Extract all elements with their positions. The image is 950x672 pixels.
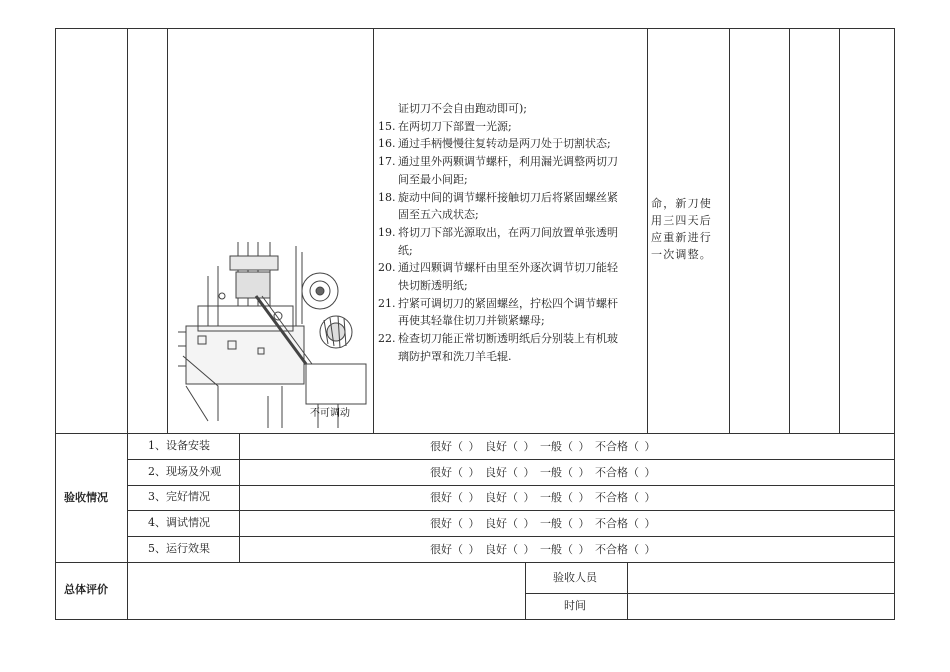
table-border-bottom bbox=[55, 619, 895, 620]
step-text: 旋动中间的调节螺杆接触切刀后将紧固螺丝紧 bbox=[398, 190, 618, 204]
step-text: 通过四颗调节螺杆由里至外逐次调节切刀能轻 bbox=[398, 261, 618, 275]
step-text: 间至最小间距; bbox=[398, 172, 468, 186]
procedure-step-line bbox=[378, 100, 646, 118]
acceptance-item-label: 1、设备安装 bbox=[148, 439, 210, 452]
rating-options[interactable]: 很好（ ） 良好（ ） 一般（ ） 不合格（ ） bbox=[430, 466, 656, 479]
row-divider bbox=[127, 536, 895, 537]
procedure-step-line bbox=[378, 312, 646, 330]
step-number: 16. bbox=[378, 137, 396, 151]
rating-options[interactable]: 很好（ ） 良好（ ） 一般（ ） 不合格（ ） bbox=[430, 491, 656, 504]
procedure-step-line bbox=[378, 118, 646, 136]
column-divider bbox=[647, 28, 648, 433]
column-divider bbox=[239, 433, 240, 562]
step-text: 检查切刀能正常切断透明纸后分别装上有机玻 bbox=[398, 332, 618, 346]
step-number bbox=[378, 100, 398, 118]
acceptance-item-label: 3、完好情况 bbox=[148, 490, 210, 503]
overall-title: 总体评价 bbox=[64, 583, 108, 596]
step-number: 20. bbox=[378, 261, 396, 275]
procedure-step-line bbox=[378, 189, 646, 207]
procedure-step-line bbox=[378, 224, 646, 242]
row-divider bbox=[127, 459, 895, 460]
step-text: 将切刀下部光源取出，在两刀间放置单张透明 bbox=[398, 225, 618, 239]
row-divider bbox=[55, 433, 895, 434]
table-border-right bbox=[894, 28, 895, 620]
procedure-step-line bbox=[378, 206, 646, 224]
step-number: 15. bbox=[378, 119, 396, 133]
step-number: 18. bbox=[378, 190, 396, 204]
step-number bbox=[378, 348, 398, 366]
step-number: 17. bbox=[378, 155, 396, 169]
procedure-step-line bbox=[378, 277, 646, 295]
step-number bbox=[378, 242, 398, 260]
step-text: 拧紧可调切刀的紧固螺丝，拧松四个调节螺杆 bbox=[398, 296, 618, 310]
table-border-top bbox=[55, 28, 895, 29]
procedure-step-line bbox=[378, 242, 646, 260]
acceptance-item-label: 4、调试情况 bbox=[148, 516, 210, 529]
step-text: 固至五六成状态; bbox=[398, 208, 479, 222]
note-line: 命，新刀使 bbox=[651, 197, 712, 210]
column-divider bbox=[729, 28, 730, 433]
step-number bbox=[378, 206, 398, 224]
note-line: 一次调整。 bbox=[651, 248, 712, 261]
acceptance-item-label: 2、现场及外观 bbox=[148, 465, 221, 478]
table-border-left bbox=[55, 28, 56, 620]
step-number bbox=[378, 171, 398, 189]
row-divider bbox=[127, 510, 895, 511]
rating-options[interactable]: 很好（ ） 良好（ ） 一般（ ） 不合格（ ） bbox=[430, 517, 656, 530]
note-line: 用三四天后 bbox=[651, 214, 712, 227]
step-number bbox=[378, 312, 398, 330]
figure-label: 不可调动 bbox=[310, 408, 350, 419]
step-text: 快切断透明纸; bbox=[398, 279, 468, 293]
time-field[interactable] bbox=[628, 594, 893, 618]
adjustment-note bbox=[651, 195, 727, 263]
column-divider bbox=[167, 28, 168, 433]
column-divider bbox=[127, 28, 128, 620]
procedure-step-line bbox=[378, 153, 646, 171]
note-line: 应重新进行 bbox=[651, 231, 712, 244]
procedure-step-line bbox=[378, 259, 646, 277]
step-text: 纸; bbox=[398, 243, 413, 257]
step-text: 通过里外两颗调节螺杆，利用漏光调整两切刀 bbox=[398, 155, 618, 169]
acceptance-item-label: 5、运行效果 bbox=[148, 542, 210, 555]
inspector-field[interactable] bbox=[628, 563, 893, 592]
step-text: 通过手柄慢慢往复转动是两刀处于切割状态; bbox=[398, 137, 611, 151]
overall-evaluation-field[interactable] bbox=[128, 563, 524, 618]
acceptance-title: 验收情况 bbox=[64, 491, 108, 504]
procedure-steps bbox=[378, 100, 646, 366]
procedure-step-line bbox=[378, 348, 646, 366]
time-label: 时间 bbox=[564, 599, 586, 612]
procedure-step-line bbox=[378, 135, 646, 153]
step-text: 在两切刀下部置一光源; bbox=[398, 119, 512, 133]
column-divider bbox=[839, 28, 840, 433]
column-divider bbox=[525, 562, 526, 619]
procedure-step-line bbox=[378, 171, 646, 189]
row-divider bbox=[127, 485, 895, 486]
column-divider bbox=[789, 28, 790, 433]
procedure-step-line bbox=[378, 295, 646, 313]
procedure-step-line bbox=[378, 330, 646, 348]
step-number bbox=[378, 277, 398, 295]
rating-options[interactable]: 很好（ ） 良好（ ） 一般（ ） 不合格（ ） bbox=[430, 440, 656, 453]
cutter-machine-figure bbox=[178, 236, 374, 432]
step-text: 证切刀不会自由跑动即可); bbox=[398, 102, 527, 115]
step-number: 21. bbox=[378, 296, 396, 310]
step-text: 璃防护罩和洗刀羊毛辊. bbox=[398, 349, 512, 363]
rating-options[interactable]: 很好（ ） 良好（ ） 一般（ ） 不合格（ ） bbox=[430, 543, 656, 556]
step-number: 19. bbox=[378, 225, 396, 239]
step-number: 22. bbox=[378, 332, 396, 346]
inspector-label: 验收人员 bbox=[553, 571, 597, 584]
step-text: 再使其轻靠住切刀并锁紧螺母; bbox=[398, 314, 545, 328]
